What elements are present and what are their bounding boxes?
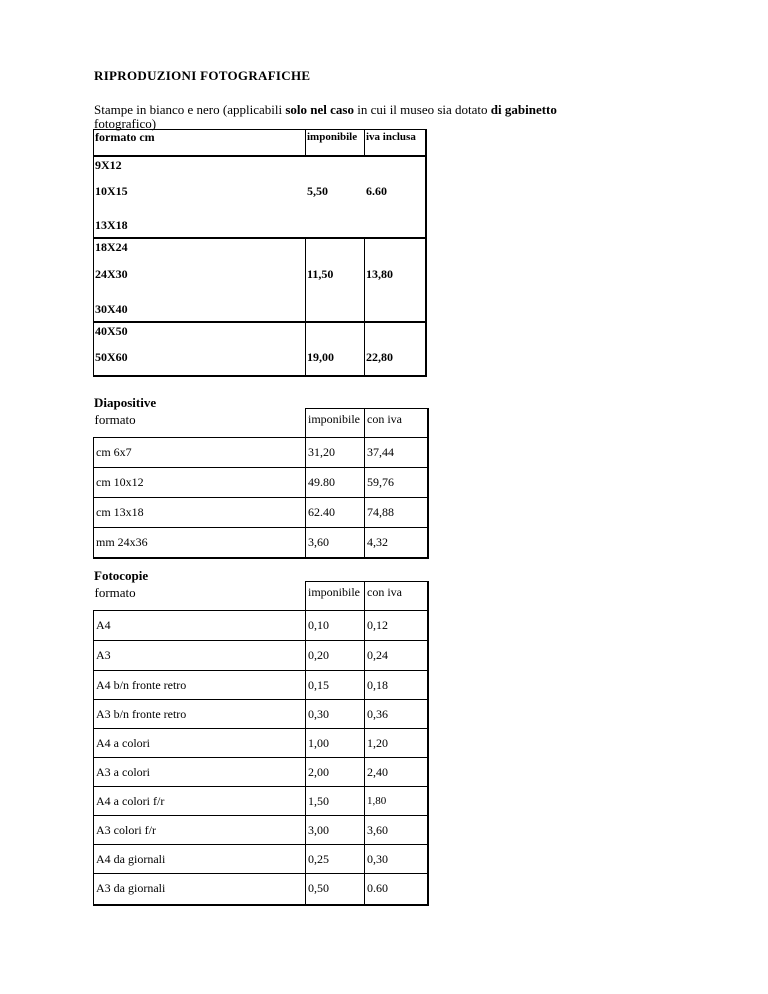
diapositive-format: mm 24x36 xyxy=(94,528,306,558)
table-row xyxy=(94,409,428,438)
fotocopie-imponibile: 0,25 xyxy=(306,845,365,874)
diapositive-imponibile: 31,20 xyxy=(306,438,365,468)
bw-size: 24X30 xyxy=(95,267,128,281)
table-row xyxy=(94,845,428,874)
table-row xyxy=(94,528,428,558)
bw-imponibile-value: 11,50 xyxy=(307,267,334,281)
fotocopie-format: A4 a colori f/r xyxy=(94,787,306,816)
fotocopie-format: A4 b/n fronte retro xyxy=(94,671,306,700)
bw-iva-value: 6.60 xyxy=(366,184,387,198)
intro-part-2: in cui il museo sia dotato xyxy=(353,102,491,117)
fotocopie-iva: 0,12 xyxy=(365,611,428,641)
table-row xyxy=(94,729,428,758)
diapositive-format: cm 6x7 xyxy=(94,438,306,468)
diapositive-iva: 59,76 xyxy=(365,468,428,498)
intro-bold-1: solo nel caso xyxy=(285,102,354,117)
fotocopie-iva: 2,40 xyxy=(365,758,428,787)
bw-header-divider-2 xyxy=(364,129,365,157)
table-row xyxy=(94,874,428,905)
fotocopie-iva: 0,18 xyxy=(365,671,428,700)
bw-col-divider-2 xyxy=(364,239,365,377)
table-row xyxy=(94,498,428,528)
table-row xyxy=(94,468,428,498)
fotocopie-imponibile: 3,00 xyxy=(306,816,365,845)
intro-part-3: fotografico) xyxy=(94,116,157,131)
intro-part-1: Stampe in bianco e nero (applicabili xyxy=(94,102,286,117)
bw-prints-table xyxy=(93,129,427,377)
diapositive-table xyxy=(93,408,429,559)
intro-text xyxy=(94,103,654,131)
bw-size: 40X50 xyxy=(95,324,128,338)
table-row xyxy=(94,438,428,468)
fotocopie-label: Fotocopie xyxy=(94,568,149,583)
fotocopie-iva: 1,20 xyxy=(365,729,428,758)
fotocopie-format: A3 b/n fronte retro xyxy=(94,700,306,729)
fotocopie-iva: 1,80 xyxy=(365,787,428,816)
page-title: RIPRODUZIONI FOTOGRAFICHE xyxy=(94,68,311,83)
bw-size: 30X40 xyxy=(95,302,128,316)
bw-iva-value: 13,80 xyxy=(366,267,393,281)
fotocopie-format: A3 da giornali xyxy=(94,874,306,905)
diapositive-imponibile: 3,60 xyxy=(306,528,365,558)
bw-iva-value: 22,80 xyxy=(366,350,393,364)
bw-header-iva: iva inclusa xyxy=(366,131,416,143)
bw-col-divider-1 xyxy=(305,239,306,377)
bw-imponibile-value: 19,00 xyxy=(307,350,334,364)
fotocopie-header-iva: con iva xyxy=(365,582,428,611)
diapositive-header-iva: con iva xyxy=(365,409,428,438)
table-row xyxy=(94,641,428,671)
fotocopie-table xyxy=(93,581,429,906)
bw-size: 18X24 xyxy=(95,240,128,254)
diapositive-format: cm 13x18 xyxy=(94,498,306,528)
table-row xyxy=(94,758,428,787)
fotocopie-header-format: formato xyxy=(94,582,306,611)
bw-size: 9X12 xyxy=(95,158,122,172)
fotocopie-iva: 0,30 xyxy=(365,845,428,874)
bw-size: 13X18 xyxy=(95,218,128,232)
fotocopie-imponibile: 0,15 xyxy=(306,671,365,700)
fotocopie-format: A4 xyxy=(94,611,306,641)
fotocopie-iva: 0.60 xyxy=(365,874,428,905)
fotocopie-format: A4 a colori xyxy=(94,729,306,758)
diapositive-imponibile: 62.40 xyxy=(306,498,365,528)
fotocopie-imponibile: 0,50 xyxy=(306,874,365,905)
fotocopie-format: A3 xyxy=(94,641,306,671)
table-row xyxy=(94,582,428,611)
fotocopie-imponibile: 0,30 xyxy=(306,700,365,729)
diapositive-iva: 37,44 xyxy=(365,438,428,468)
bw-header-imponibile: imponibile xyxy=(307,131,358,143)
intro-bold-2: di gabinetto xyxy=(490,102,557,117)
table-row xyxy=(94,816,428,845)
diapositive-header-format: formato xyxy=(94,409,306,438)
table-row xyxy=(94,700,428,729)
diapositive-format: cm 10x12 xyxy=(94,468,306,498)
fotocopie-imponibile: 1,00 xyxy=(306,729,365,758)
diapositive-label: Diapositive xyxy=(94,395,157,410)
bw-header-format: formato cm xyxy=(95,130,155,144)
bw-header-divider-1 xyxy=(305,129,306,157)
bw-size: 50X60 xyxy=(95,350,128,364)
fotocopie-iva: 0,36 xyxy=(365,700,428,729)
diapositive-iva: 74,88 xyxy=(365,498,428,528)
fotocopie-format: A3 a colori xyxy=(94,758,306,787)
table-row xyxy=(94,787,428,816)
fotocopie-iva: 3,60 xyxy=(365,816,428,845)
fotocopie-header-imponibile: imponibile xyxy=(306,582,365,611)
diapositive-header-imponibile: imponibile xyxy=(306,409,365,438)
fotocopie-imponibile: 2,00 xyxy=(306,758,365,787)
bw-imponibile-value: 5,50 xyxy=(307,184,328,198)
fotocopie-format: A3 colori f/r xyxy=(94,816,306,845)
fotocopie-imponibile: 1,50 xyxy=(306,787,365,816)
bw-size: 10X15 xyxy=(95,184,128,198)
diapositive-iva: 4,32 xyxy=(365,528,428,558)
fotocopie-imponibile: 0,20 xyxy=(306,641,365,671)
table-row xyxy=(94,611,428,641)
table-row xyxy=(94,671,428,700)
diapositive-imponibile: 49.80 xyxy=(306,468,365,498)
fotocopie-imponibile: 0,10 xyxy=(306,611,365,641)
fotocopie-iva: 0,24 xyxy=(365,641,428,671)
fotocopie-format: A4 da giornali xyxy=(94,845,306,874)
